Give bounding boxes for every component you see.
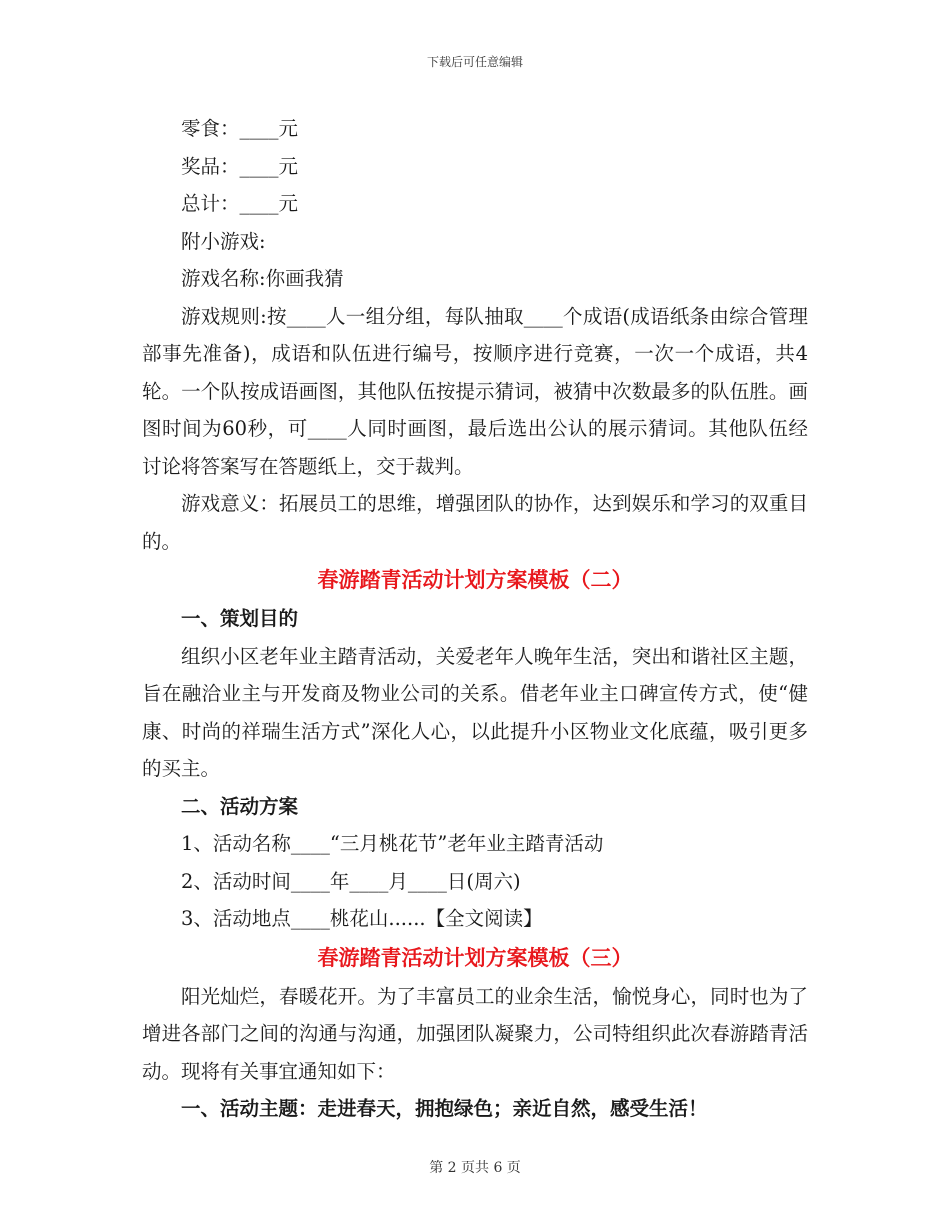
document-body — [142, 110, 808, 1128]
section2-purpose-heading: 一、策划目的 — [181, 607, 299, 630]
section3-intro: 阳光灿烂，春暖花开。为了丰富员工的业余生活，愉悦身心，同时也为了增进各部门之间的沟通与沟通，加强团队凝聚力，公司特组织此次春游踏青活动。现将有关事宜通知如下： — [142, 984, 808, 1083]
section2-item-3[interactable]: 3、活动地点____桃花山......【全文阅读】 — [181, 907, 543, 930]
section2-purpose-text: 组织小区老年业主踏青活动，关爱老年人晚年生活，突出和谐社区主题，旨在融洽业主与开发商及物业公司的关系。借老年业主口碑宣传方式，使“健康、时尚的祥瑞生活方式”深化人心，以此提升小区物业文化底蕴，吸引更多的买主。 — [142, 644, 808, 780]
snacks-line: 零食：____元 — [181, 117, 299, 140]
section2-plan-heading: 二、活动方案 — [181, 794, 299, 818]
page-footer: 第 2 页共 6 页 — [429, 1160, 521, 1176]
game-intro: 附小游戏: — [181, 229, 266, 253]
section3-theme-heading: 一、活动主题：走进春天，拥抱绿色；亲近自然，感受生活！ — [181, 1097, 708, 1120]
section2-item-2: 2、活动时间____年____月____日(周六) — [181, 869, 521, 893]
page-header: 下载后可任意编辑 — [426, 55, 523, 69]
game-meaning: 游戏意义：拓展员工的思维，增强团队的协作，达到娱乐和学习的双重目的。 — [142, 492, 808, 553]
prizes-line: 奖品：____元 — [181, 154, 299, 178]
game-name: 游戏名称:你画我猜 — [181, 267, 344, 290]
section2-item-1: 1、活动名称____“三月桃花节”老年业主踏青活动 — [181, 832, 604, 855]
section3-title: 春游踏青活动计划方案模板（三） — [317, 944, 633, 970]
total-line: 总计：____元 — [181, 192, 299, 215]
section2-title: 春游踏青活动计划方案模板（二） — [317, 567, 633, 592]
game-rules: 游戏规则:按____人一组分组，每队抽取____个成语(成语纸条由综合管理部事先准备)，成语和队伍进行编号，按顺序进行竞赛，一次一个成语，共4轮。一个队按成语画图，其他队伍按提示猜词，被猜中次数最多的队伍胜。画图时间为60秒，可____人同时画图，最后选出公认的展示猜词。其他队伍经讨论将答案写在答题纸上，交于裁判。 — [142, 304, 808, 478]
